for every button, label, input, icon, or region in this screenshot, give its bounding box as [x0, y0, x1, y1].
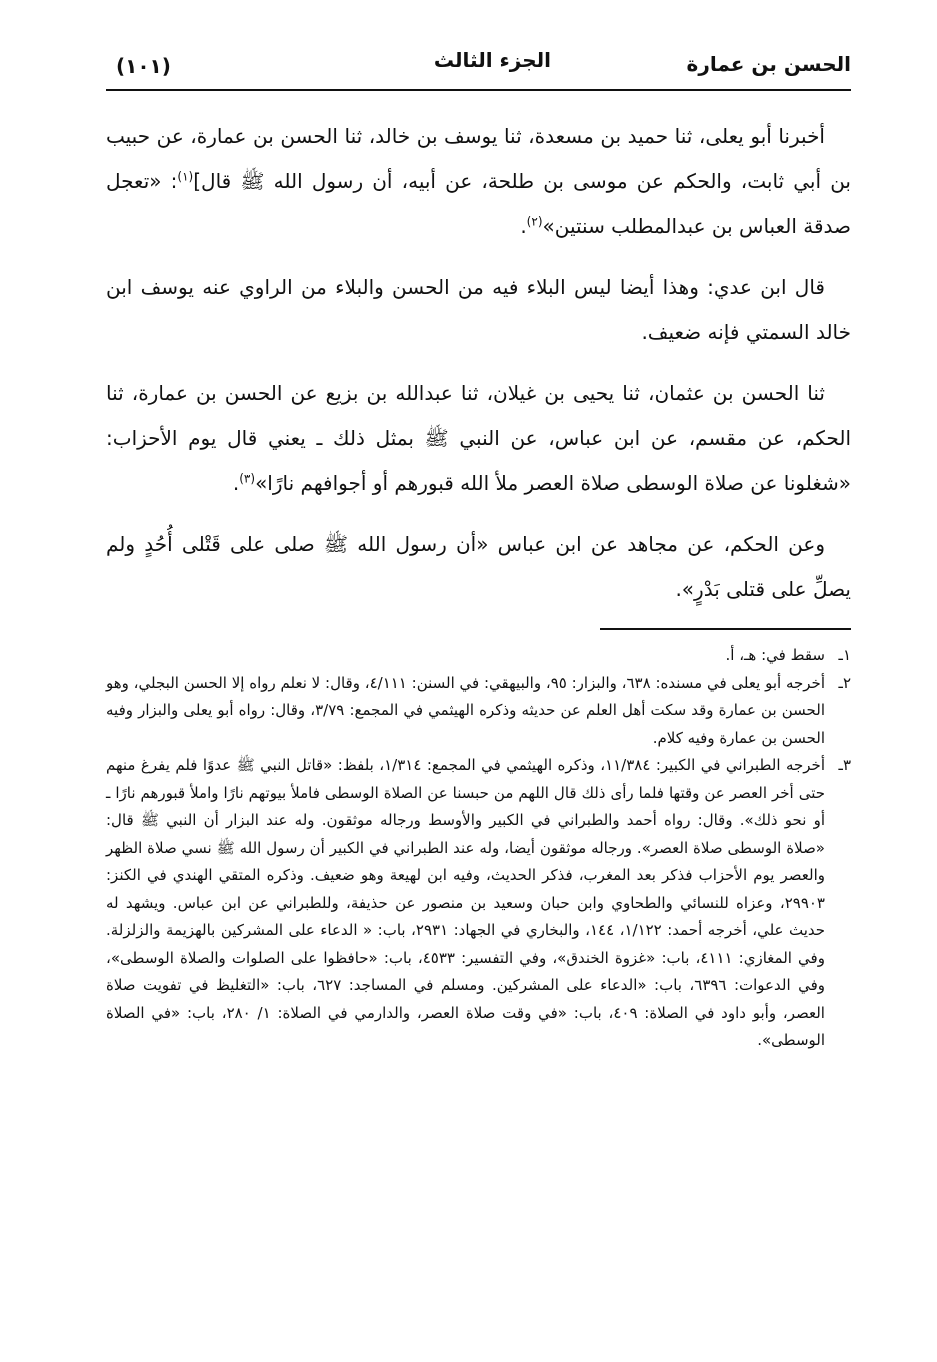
footnote-number: ١ـ [838, 646, 851, 664]
footnote-number: ٢ـ [838, 673, 851, 692]
hadith-quote: : «تعجل صدقة العباس بن عبدالمطلب سنتين» [106, 169, 851, 238]
header-author: الحسن بن عمارة [686, 52, 851, 76]
footnote-1 [106, 642, 851, 670]
page-number: (١٠١) [116, 54, 171, 78]
footnote-text: سقط في: هـ، أ. [725, 646, 825, 664]
main-text [106, 114, 851, 628]
footnote-ref-1: (١) [177, 169, 194, 184]
paragraph-4-text: وعن الحكم، عن مجاهد عن ابن عباس «أن رسول الله ﷺ صلى على قَتْلى أُحُدٍ ولم يصلِّ على قتلى بَدْرٍ». [106, 532, 851, 601]
footnote-divider [600, 628, 851, 630]
paragraph-3-text: ثنا الحسن بن عثمان، ثنا يحيى بن غيلان، ثنا عبدالله بن بزيع عن الحسن بن عمارة، ثنا الحكم، عن مقسم، عن ابن عباس، عن النبي ﷺ بمثل ذلك ـ يعني قال يوم الأحزاب: «شغلونا عن صلاة الوسطى صلاة العصر ملأ الله قبورهم أو أجوافهم نارًا» [106, 381, 851, 495]
footnote-number: ٣ـ [838, 756, 851, 774]
footnote-text: أخرجه الطبراني في الكبير: ١١/٣٨٤، وذكره الهيثمي في المجمع: ١/٣١٤، بلفظ: «قاتل النبي ﷺ عدوًا فلم يفرغ منهم حتى أخر العصر عن وقتها فلما رأى ذلك قال اللهم من حبسنا عن الصلاة الوسطى فاملأ بيوتهم نارًا واملأ قبورهم نارًا ـ أو نحو ذلك». وقال: رواه أحمد والطبراني في الكبير والأوسط ورجاله موثقون. وله عند البزار أن النبي ﷺ قال: «صلاة الوسطى صلاة العصر». ورجاله موثقون أيضا، وله عند الطبراني في الكبير أن رسول الله ﷺ نسي صلاة الظهر والعصر يوم الأحزاب فذكر بعد المغرب، فذكر الحديث، وفيه ابن لهيعة وهو ضعيف. وذكره المتقي الهندي في الكنز: ٢٩٩٠٣، وعزاه للنسائي والطحاوي وابن حبان وسعيد بن منصور عن حذيفة، وللطبراني عن ابن عباس. ويشهد له حديث علي، أخرجه أحمد: ١/١٢٢، ١٤٤، والبخاري في الجهاد: ٢٩٣١، باب: « الدعاء على المشركين بالهزيمة والزلزلة. وفي المغازي: ٤١١١، باب: «غزوة الخندق»، وفي التفسير: ٤٥٣٣، باب: «حافظوا على الصلوات والصلاة الوسطى»، وفي الدعوات: ٦٣٩٦، باب: «الدعاء على المشركين. ومسلم في المساجد: ٦٢٧، باب: «التغليظ في تفويت صلاة العصر، وأبو داود في الصلاة: ٤٠٩، باب: «في وقت صلاة العصر، والدارمي في الصلاة: ١/ ٢٨٠، باب: «في الصلاة الوسطى». [106, 756, 826, 1049]
footnote-text: أخرجه أبو يعلى في مسنده: ٦٣٨، والبزار: ٩٥، والبيهقي: في السنن: ٤/١١١، وقال: لا نعلم رواه إلا الحسن البجلي، وهو الحسن بن عمارة وقد سكت أهل العلم عن حديثه وذكره الهيثمي في المجمع: ٣/٧٩، وقال: رواه أبو يعلى والبزار وفيه الحسن بن عمارة وفيه كلام. [106, 673, 825, 747]
paragraph-2 [106, 265, 851, 355]
footnote-2 [106, 670, 851, 753]
running-header [106, 48, 851, 88]
footnotes [106, 642, 851, 1055]
footnote-ref-3: (٣) [239, 471, 256, 486]
footnote-ref-2: (٢) [526, 214, 543, 229]
paragraph-4 [106, 522, 851, 612]
paragraph-3 [106, 371, 851, 506]
paragraph-1-text: أخبرنا أبو يعلى، ثنا حميد بن مسعدة، ثنا يوسف بن خالد، ثنا الحسن بن عمارة، عن حبيب بن أبي ثابت، والحكم عن موسى بن طلحة، عن أبيه، أن رسول الله ﷺ قال] [106, 124, 851, 193]
header-part: الجزء الثالث [433, 48, 551, 72]
header-divider [106, 89, 851, 91]
paragraph-1 [106, 114, 851, 249]
paragraph-1-end: . [520, 214, 527, 238]
paragraph-3-end: . [232, 471, 240, 495]
footnote-3 [106, 752, 851, 1055]
paragraph-2-text: قال ابن عدي: وهذا أيضا ليس البلاء فيه من الحسن والبلاء من الراوي عنه يوسف ابن خالد السمتي فإنه ضعيف. [106, 275, 851, 344]
